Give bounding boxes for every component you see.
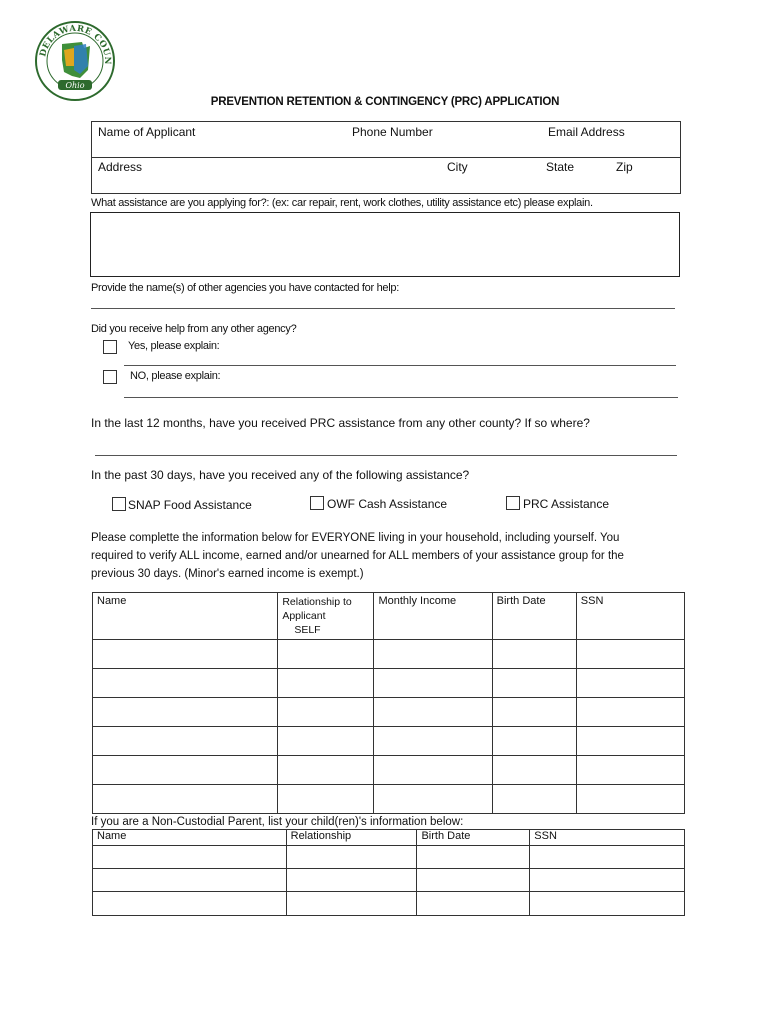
yes-checkbox[interactable] xyxy=(103,340,117,354)
owf-label: OWF Cash Assistance xyxy=(327,497,448,511)
instructions-line-2: required to verify ALL income, earned and/or unearned for ALL members of your assistance group for the xyxy=(91,550,624,562)
snap-label: SNAP Food Assistance xyxy=(128,498,252,512)
table-row[interactable] xyxy=(93,727,685,756)
col-header-income: Monthly Income xyxy=(374,593,492,640)
received-help-question: Did you receive help from any other agency? xyxy=(91,323,297,335)
col-header-name: Name xyxy=(93,593,278,640)
agencies-answer-line[interactable] xyxy=(91,308,675,309)
no-checkbox[interactable] xyxy=(103,370,117,384)
assistance-explanation-box[interactable] xyxy=(90,212,680,277)
page-title: PREVENTION RETENTION & CONTINGENCY (PRC) APPLICATION xyxy=(210,96,560,108)
instructions-line-3: previous 30 days. (Minor's earned income is exempt.) xyxy=(91,568,364,580)
prc-county-answer-line[interactable] xyxy=(95,455,677,456)
self-label: SELF xyxy=(294,624,321,636)
no-label: NO, please explain: xyxy=(130,370,221,382)
agencies-question: Provide the name(s) of other agencies you have contacted for help: xyxy=(91,282,399,294)
prc-checkbox[interactable] xyxy=(506,496,520,510)
logo-ring-text: DELAWARE COUN xyxy=(38,23,113,65)
col-header-ssn: SSN xyxy=(576,593,684,640)
instructions-line-1: Please complette the information below for EVERYONE living in your household, including yourself. You xyxy=(91,532,620,544)
table-row[interactable] xyxy=(93,892,685,916)
state-field-label[interactable]: State xyxy=(546,160,575,174)
snap-checkbox[interactable] xyxy=(112,497,126,511)
child-col-relationship: Relationship xyxy=(286,830,417,846)
email-field-label[interactable]: Email Address xyxy=(548,125,625,139)
logo-script-text: Ohio xyxy=(65,81,85,90)
child-col-ssn: SSN xyxy=(530,830,685,846)
table-row[interactable] xyxy=(93,756,685,785)
child-col-birthdate: Birth Date xyxy=(417,830,530,846)
assistance-question: What assistance are you applying for?: (ex: car repair, rent, work clothes, utility assistance etc) please explain. xyxy=(91,197,593,209)
relationship-header-text: Relationship to Applicant xyxy=(282,596,352,622)
city-field-label[interactable]: City xyxy=(447,160,468,174)
zip-field-label[interactable]: Zip xyxy=(616,160,633,174)
phone-field-label[interactable]: Phone Number xyxy=(352,125,433,139)
prc-county-question: In the last 12 months, have you received PRC assistance from any other county? If so where? xyxy=(91,416,590,430)
children-table xyxy=(92,829,685,916)
table-row[interactable] xyxy=(93,846,685,869)
county-logo xyxy=(34,20,116,102)
col-header-birthdate: Birth Date xyxy=(492,593,576,640)
child-col-name: Name xyxy=(93,830,287,846)
owf-checkbox[interactable] xyxy=(310,496,324,510)
yes-label: Yes, please explain: xyxy=(128,340,220,352)
table-row[interactable] xyxy=(93,785,685,814)
household-table xyxy=(92,592,685,814)
no-explain-line[interactable] xyxy=(124,397,678,398)
prc-label: PRC Assistance xyxy=(523,497,610,511)
past30-question: In the past 30 days, have you received any of the following assistance? xyxy=(91,468,470,482)
divider xyxy=(91,157,681,158)
col-header-relationship xyxy=(278,593,374,640)
address-field-label[interactable]: Address xyxy=(98,160,143,174)
noncustodial-label: If you are a Non-Custodial Parent, list your child(ren)'s information below: xyxy=(91,816,464,828)
table-row[interactable] xyxy=(93,698,685,727)
table-row[interactable] xyxy=(93,869,685,892)
table-row[interactable] xyxy=(93,640,685,669)
yes-explain-line[interactable] xyxy=(124,365,676,366)
name-field-label[interactable]: Name of Applicant xyxy=(98,125,196,139)
household-instructions xyxy=(91,529,624,583)
table-row[interactable] xyxy=(93,669,685,698)
